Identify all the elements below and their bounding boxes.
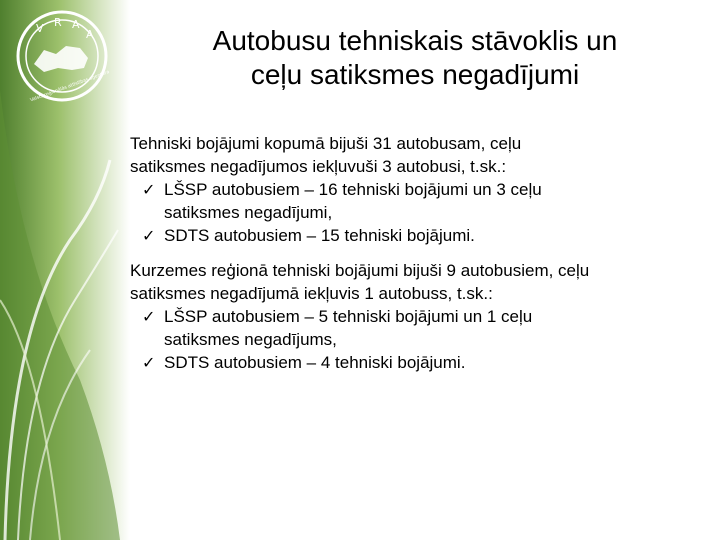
paragraph-total: [130, 132, 710, 247]
list-item: [130, 178, 710, 224]
logo-letter-a1: A: [72, 18, 80, 31]
bullet-line: satiksmes negadījumi,: [164, 203, 333, 222]
title-line: ceļu satiksmes negadījumi: [250, 59, 580, 90]
paragraph-line: satiksmes negadījumā iekļuvis 1 autobuss, t.sk.:: [130, 284, 493, 303]
list-item: [130, 305, 710, 351]
bullet-line: LŠSP autobusiem – 5 tehniski bojājumi un 1 ceļu: [164, 307, 533, 326]
logo-letter-a2: A: [86, 28, 94, 41]
bullet-line: SDTS autobusiem – 4 tehniski bojājumi.: [164, 353, 466, 372]
checkmark-icon: ✓: [142, 180, 156, 199]
paragraph-line: Kurzemes reģionā tehniski bojājumi bijuši 9 autobusiem, ceļu: [130, 261, 590, 280]
list-item: [130, 351, 710, 374]
vraa-logo: [14, 8, 110, 108]
bullet-line: satiksmes negadījums,: [164, 330, 337, 349]
checkmark-icon: ✓: [142, 353, 156, 372]
paragraph-line: Tehniski bojājumi kopumā bijuši 31 autobusam, ceļu: [130, 134, 522, 153]
slide-title: [130, 24, 700, 92]
title-line: Autobusu tehniskais stāvoklis un: [212, 25, 618, 56]
list-item: [130, 224, 710, 247]
checkmark-icon: ✓: [142, 226, 156, 245]
bullet-line: LŠSP autobusiem – 16 tehniski bojājumi un 3 ceļu: [164, 180, 542, 199]
paragraph-kurzeme: [130, 259, 710, 374]
logo-letter-v: V: [36, 22, 44, 35]
checkmark-icon: ✓: [142, 307, 156, 326]
bullet-list: [130, 305, 710, 374]
paragraph-line: satiksmes negadījumos iekļuvuši 3 autobusi, t.sk.:: [130, 157, 507, 176]
slide-body: [130, 132, 710, 386]
logo-caption: Valsts reģionālās attīstības aģentūra: [29, 70, 110, 104]
bullet-list: [130, 178, 710, 247]
bullet-line: SDTS autobusiem – 15 tehniski bojājumi.: [164, 226, 475, 245]
logo-letter-r: R: [54, 16, 62, 29]
